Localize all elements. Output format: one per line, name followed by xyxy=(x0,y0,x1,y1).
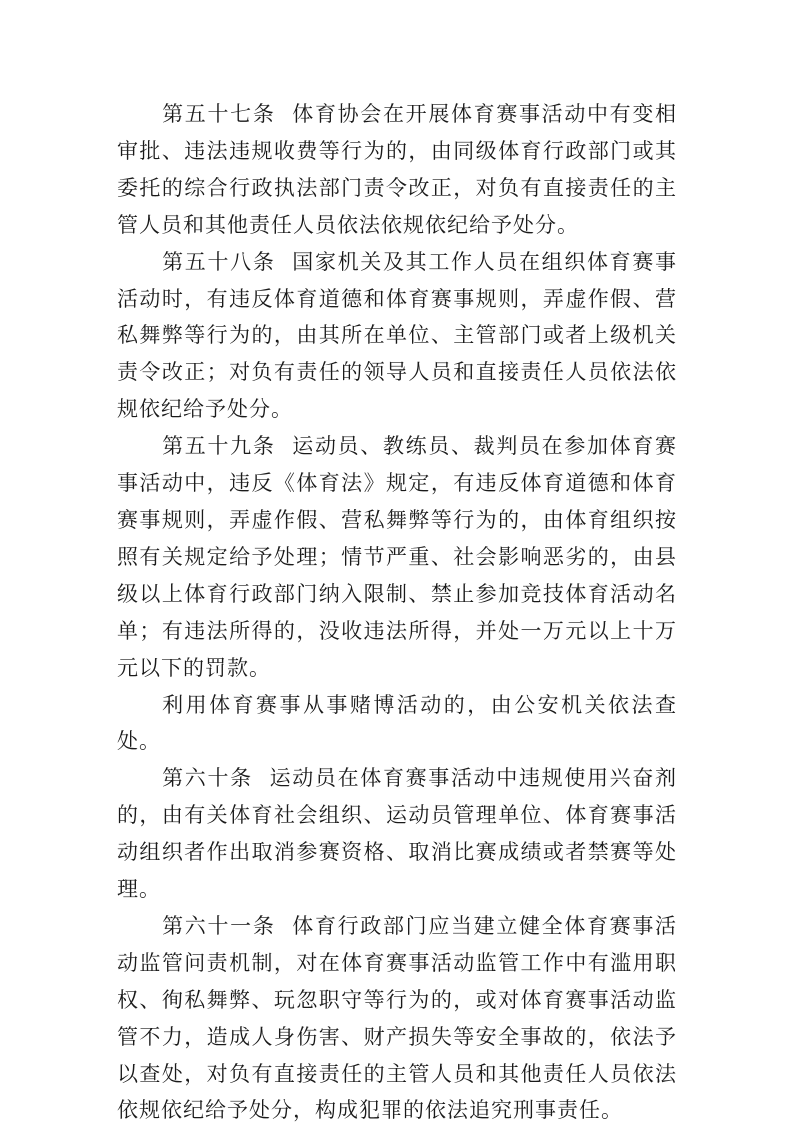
article-number: 第六十条 xyxy=(162,766,253,791)
article-number: 第五十八条 xyxy=(162,249,276,274)
article-number: 第六十一条 xyxy=(162,913,276,938)
article-number: 第五十九条 xyxy=(162,434,276,459)
article-text: 体育协会在开展体育赛事活动中有变相审批、违法违规收费等行为的，由同级体育行政部门或其委托的综合行政执法部门责令改正，对负有直接责任的主管人员和其他责任人员依法依规依纪给予处分。 xyxy=(117,102,678,237)
article-text: 运动员、教练员、裁判员在参加体育赛事活动中，违反《体育法》规定，有违反体育道德和体育赛事规则，弄虚作假、营私舞弊等行为的，由体育组织按照有关规定给予处理；情节严重、社会影响恶劣的，由县级以上体育行政部门纳入限制、禁止参加竞技体育活动名单；有违法所得的，没收违法所得，并处一万元以上十万元以下的罚款。 xyxy=(117,434,678,680)
article-57-paragraph xyxy=(117,96,677,244)
article-61-paragraph xyxy=(117,908,677,1129)
article-58-paragraph xyxy=(117,244,677,429)
gambling-paragraph xyxy=(117,687,677,761)
document-body xyxy=(117,96,677,1129)
article-59-paragraph xyxy=(117,428,677,686)
article-60-paragraph xyxy=(117,760,677,908)
article-text: 运动员在体育赛事活动中违规使用兴奋剂的，由有关体育社会组织、运动员管理单位、体育赛事活动组织者作出取消参赛资格、取消比赛成绩或者禁赛等处理。 xyxy=(117,766,678,902)
article-text: 国家机关及其工作人员在组织体育赛事活动时，有违反体育道德和体育赛事规则，弄虚作假、营私舞弊等行为的，由其所在单位、主管部门或者上级机关责令改正；对负有责任的领导人员和直接责任人员依法依规依纪给予处分。 xyxy=(117,249,678,422)
paragraph-text: 利用体育赛事从事赌博活动的，由公安机关依法查处。 xyxy=(117,692,677,754)
article-number: 第五十七条 xyxy=(162,102,276,126)
article-text: 体育行政部门应当建立健全体育赛事活动监管问责机制，对在体育赛事活动监管工作中有滥用职权、徇私舞弊、玩忽职守等行为的，或对体育赛事活动监管不力，造成人身伤害、财产损失等安全事故的，依法予以查处，对负有直接责任的主管人员和其他责任人员依法依规依纪给予处分，构成犯罪的依法追究刑事责任。 xyxy=(117,913,678,1123)
